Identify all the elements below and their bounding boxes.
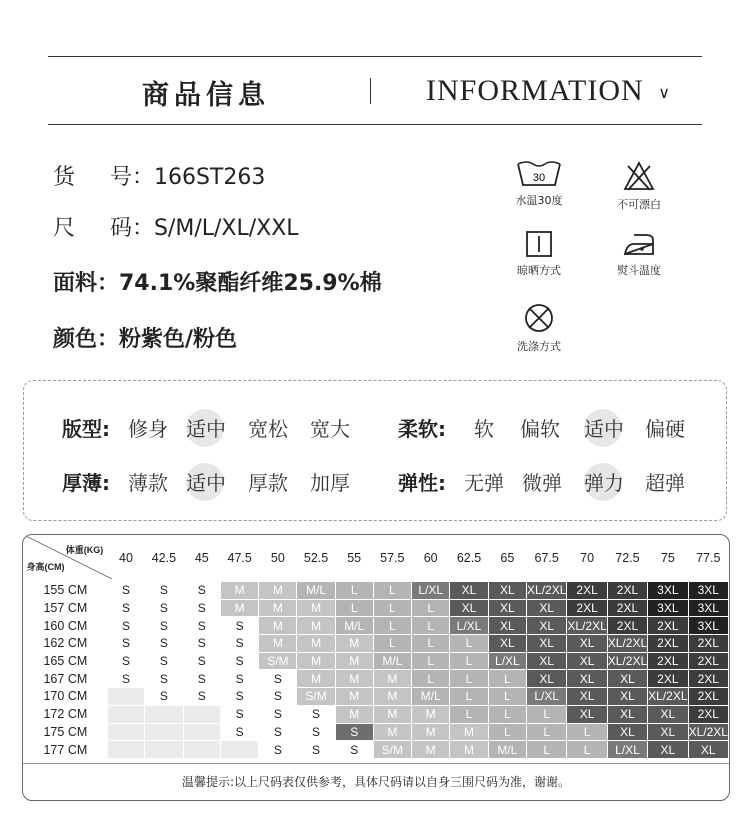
svg-text:30: 30	[532, 172, 546, 184]
size-cell: S	[259, 670, 297, 688]
height-label: 155 CM	[24, 582, 108, 600]
item-number: 货 号：166ST263	[53, 165, 266, 190]
weight-header: 50	[270, 551, 285, 565]
size-cell: S	[220, 670, 258, 688]
size-cell: S	[183, 652, 220, 670]
size-cell: S	[259, 723, 297, 741]
no-dryclean-icon	[523, 302, 555, 334]
size-cell: L	[412, 670, 450, 688]
weight-header: 70	[580, 551, 595, 565]
size-cell: S	[145, 599, 183, 617]
size-cell	[107, 705, 144, 723]
attr-thick-option: 厚款	[248, 471, 288, 495]
size-cell: XL	[567, 635, 607, 653]
care-iron	[608, 230, 670, 278]
corner-height: 身高(CM)	[26, 562, 65, 572]
size-cell: S	[183, 599, 220, 617]
size-cell: S/M	[297, 688, 335, 706]
size-cell: M	[259, 617, 297, 635]
size-cell: 2XL	[688, 705, 728, 723]
size-cell: XL	[527, 635, 567, 653]
size-cell: XL	[488, 582, 526, 600]
size-cell: XL/2XL	[648, 689, 688, 704]
size-cell: S	[107, 670, 144, 688]
size-cell: L	[412, 599, 450, 617]
attr-fit-label: 版型:	[62, 417, 110, 441]
size-cell: L/XL	[450, 617, 488, 635]
size-cell: 2XL	[648, 670, 688, 688]
size-cell: S	[297, 705, 335, 723]
size-cell: M	[297, 652, 335, 670]
size-cell: 2XL	[688, 670, 728, 688]
weight-header: 45	[194, 551, 209, 565]
size-cell: 2XL	[648, 635, 688, 653]
size-cell: L	[373, 635, 411, 653]
size-cell: S	[220, 635, 258, 653]
size-cell: M	[297, 599, 335, 617]
table-row	[24, 705, 729, 723]
size-cell: S	[297, 741, 335, 759]
size-cell: M	[373, 688, 411, 706]
size-cell	[145, 723, 183, 741]
size-cell: S/M	[373, 741, 411, 759]
care-wash-label: 水温30度	[515, 194, 563, 207]
size-cell: M	[259, 582, 297, 600]
table-row	[24, 599, 729, 617]
table-row	[24, 635, 729, 653]
height-label: 172 CM	[24, 705, 108, 723]
care-cleaning-label: 洗涤方式	[517, 340, 561, 353]
weight-header: 57.5	[380, 551, 405, 565]
size-cell: 3XL	[648, 582, 688, 600]
size-cell: M	[335, 688, 373, 706]
size-cell: XL	[607, 705, 647, 723]
size-cell: L	[412, 652, 450, 670]
size-cell: L	[450, 652, 488, 670]
size-cell: M	[335, 670, 373, 688]
size-cell: S	[145, 617, 183, 635]
size-cell: M	[297, 670, 335, 688]
size-cell: M	[297, 617, 335, 635]
size-cell: L	[527, 705, 567, 723]
size-cell: L	[412, 617, 450, 635]
size-cell: 3XL	[688, 599, 728, 617]
size-cell: M	[259, 635, 297, 653]
care-dry	[508, 230, 570, 278]
size-cell: L/XL	[488, 652, 526, 670]
weight-header: 77.5	[696, 551, 721, 565]
height-label: 177 CM	[24, 741, 108, 759]
wash-30-icon	[515, 160, 563, 188]
weight-header: 75	[660, 551, 675, 565]
size-cell: S	[335, 723, 373, 741]
size-cell: XL	[567, 705, 607, 723]
size-cell: M/L	[488, 741, 526, 759]
size-cell: S	[220, 705, 258, 723]
size-cell: L	[450, 688, 488, 706]
size-cell: XL	[527, 652, 567, 670]
size-cell: L	[373, 617, 411, 635]
care-bleach	[608, 160, 670, 212]
size-cell: L	[450, 705, 488, 723]
weight-header: 65	[500, 551, 515, 565]
bottom-rule	[48, 124, 702, 125]
size-cell: XL	[648, 705, 688, 723]
attr-soft-label: 柔软:	[398, 417, 446, 441]
size-cell: L	[335, 599, 373, 617]
size-cell: S	[335, 741, 373, 759]
size-cell: L	[373, 582, 411, 600]
attr-thick-option: 加厚	[310, 471, 350, 495]
title-en	[426, 74, 671, 108]
height-label: 165 CM	[24, 652, 108, 670]
table-row	[24, 582, 729, 600]
size-cell: L	[335, 582, 373, 600]
weight-header: 67.5	[534, 551, 559, 565]
size-cell: M/L	[412, 688, 450, 706]
height-label: 157 CM	[24, 599, 108, 617]
size-cell: S	[183, 688, 220, 706]
size-cell: XL/2XL	[607, 654, 648, 669]
title-cn: 商品信息	[142, 80, 270, 111]
size-cell: M	[412, 705, 450, 723]
size-cell: XL	[607, 723, 647, 741]
size-cell: 2XL	[648, 652, 688, 670]
height-label: 167 CM	[24, 670, 108, 688]
size-cell	[107, 741, 144, 759]
size-cell: S	[259, 705, 297, 723]
weight-header: 40	[119, 551, 133, 565]
size-cell: S	[107, 582, 144, 600]
size-cell: S	[145, 688, 183, 706]
size-cell: M/L	[297, 582, 335, 600]
size-cell: 2XL	[607, 617, 647, 635]
dry-icon	[525, 230, 553, 258]
color: 颜色：粉紫色/粉色	[53, 327, 238, 352]
attr-thick-option: 适中	[186, 467, 226, 496]
size-cell: XL	[488, 635, 526, 653]
size-cell: 2XL	[567, 582, 607, 600]
size-chart	[22, 534, 730, 801]
size-cell: XL/2XL	[567, 618, 607, 633]
size-cell: M	[450, 741, 488, 759]
size-cell: M	[335, 652, 373, 670]
attr-fit-option: 修身	[128, 417, 168, 441]
size-note: 温馨提示:以上尺码表仅供参考，具体尺码请以自身三围尺码为准，谢谢。	[23, 763, 729, 800]
size-cell: M	[373, 723, 411, 741]
size-cell: 2XL	[688, 652, 728, 670]
size-cell: S	[183, 617, 220, 635]
size-cell: XL	[488, 599, 526, 617]
attr-soft-option: 偏软	[520, 417, 560, 441]
corner-cell	[24, 535, 108, 582]
size-cell: 2XL	[688, 688, 728, 706]
size-cell: S	[145, 582, 183, 600]
size-cell: 3XL	[688, 582, 728, 600]
attr-elastic-label: 弹性:	[398, 471, 446, 495]
size-cell: XL/2XL	[688, 724, 728, 739]
weight-header: 42.5	[151, 551, 177, 565]
size-cell: M	[373, 705, 411, 723]
size-cell: XL	[648, 723, 688, 741]
attr-soft-option: 偏硬	[645, 417, 685, 441]
size-cell: XL	[450, 599, 488, 617]
size-cell: L	[567, 723, 607, 741]
size-cell: S	[183, 635, 220, 653]
size-cell: S	[107, 652, 144, 670]
title-en-text: INFORMATION	[426, 74, 644, 107]
size-cell: L/XL	[527, 688, 567, 706]
size-cell: L	[488, 723, 526, 741]
care-dry-label: 晾晒方式	[517, 264, 561, 277]
size-cell: L	[450, 635, 488, 653]
weight-header: 47.5	[227, 551, 252, 565]
chevron-down-icon[interactable]: ∨	[658, 85, 671, 103]
size-cell: M	[335, 705, 373, 723]
size-table	[23, 535, 729, 759]
size-cell: XL	[567, 670, 607, 688]
size-cell: XL	[527, 599, 567, 617]
weight-header: 62.5	[456, 551, 482, 565]
weight-header: 60	[423, 551, 438, 565]
size-cell: S	[183, 670, 220, 688]
size-cell: XL	[450, 582, 488, 600]
size-cell: L/XL	[607, 741, 647, 759]
size-cell: XL	[567, 652, 607, 670]
height-label: 162 CM	[24, 635, 108, 653]
size-cell: 2XL	[567, 599, 607, 617]
size-cell: XL	[488, 617, 526, 635]
size-cell: S	[297, 723, 335, 741]
size-cell	[145, 705, 183, 723]
size-cell: S	[145, 652, 183, 670]
size-cell: S/M	[259, 652, 297, 670]
size-cell: L	[450, 670, 488, 688]
size-cell: 3XL	[648, 599, 688, 617]
table-row	[24, 741, 729, 759]
height-label: 170 CM	[24, 688, 108, 706]
iron-icon	[622, 230, 656, 258]
size-cell: 2XL	[607, 599, 647, 617]
weight-header: 52.5	[303, 551, 329, 565]
size-cell: S	[107, 635, 144, 653]
size-cell: S	[220, 723, 258, 741]
size-cell: S	[220, 617, 258, 635]
height-label: 175 CM	[24, 723, 108, 741]
weight-header: 55	[347, 551, 362, 565]
size-cell: M	[259, 599, 297, 617]
size-cell: 2XL	[688, 635, 728, 653]
size-cell: XL	[688, 741, 728, 759]
size-cell	[183, 705, 220, 723]
care-cleaning	[508, 302, 570, 354]
height-label: 160 CM	[24, 617, 108, 635]
size-cell: XL/2XL	[607, 636, 648, 651]
size-cell: L/XL	[412, 582, 450, 600]
table-row	[24, 688, 729, 706]
size-cell: M/L	[335, 617, 373, 635]
attr-elastic-option: 超弹	[645, 471, 685, 495]
size-cell: L	[373, 599, 411, 617]
corner-weight: 体重(KG)	[65, 545, 104, 555]
size-cell: L	[488, 688, 526, 706]
size-cell: S	[259, 741, 297, 759]
table-row	[24, 652, 729, 670]
size-cell: M	[297, 635, 335, 653]
size-cell: XL	[607, 670, 647, 688]
size-cell: M	[450, 723, 488, 741]
size-cell: S	[220, 652, 258, 670]
attr-thick-option: 薄款	[128, 471, 168, 495]
size-cell: 2XL	[648, 617, 688, 635]
size-cell: S	[220, 688, 258, 706]
size-cell: 2XL	[607, 582, 647, 600]
size-cell: S	[183, 582, 220, 600]
attr-soft-option: 软	[474, 417, 494, 441]
size-cell: XL	[567, 688, 607, 706]
size-cell: M/L	[373, 652, 411, 670]
care-wash	[508, 160, 570, 208]
size-cell: S	[259, 688, 297, 706]
size-cell	[183, 723, 220, 741]
size-cell	[107, 688, 144, 706]
size-cell: L	[527, 723, 567, 741]
table-row	[24, 723, 729, 741]
size-cell	[183, 741, 220, 759]
weight-header: 72.5	[615, 551, 640, 565]
care-iron-label: 熨斗温度	[617, 264, 661, 277]
size-cell: L	[527, 741, 567, 759]
attr-elastic-option: 弹力	[584, 467, 624, 496]
size-cell: S	[145, 670, 183, 688]
size-cell	[145, 741, 183, 759]
care-bleach-label: 不可漂白	[617, 198, 661, 211]
size-cell: M	[220, 582, 258, 600]
attr-soft-option: 适中	[584, 413, 624, 442]
size-range: 尺 码：S/M/L/XL/XXL	[53, 216, 299, 241]
size-cell: 3XL	[688, 617, 728, 635]
attr-fit-option: 宽松	[248, 417, 288, 441]
size-cell: L	[412, 635, 450, 653]
size-cell: XL	[527, 617, 567, 635]
attr-thick-label: 厚薄:	[62, 471, 110, 495]
size-cell: L	[567, 741, 607, 759]
size-cell: S	[107, 617, 144, 635]
size-cell: M	[373, 670, 411, 688]
size-cell: XL	[607, 688, 647, 706]
size-cell: L	[488, 705, 526, 723]
size-cell: M	[412, 741, 450, 759]
size-cell: XL	[527, 670, 567, 688]
attr-fit-option: 宽大	[310, 417, 350, 441]
top-rule	[48, 56, 702, 57]
title-separator	[370, 78, 371, 104]
size-cell: XL/2XL	[527, 583, 567, 598]
attr-elastic-option: 无弹	[464, 471, 504, 495]
no-bleach-icon	[622, 160, 656, 192]
size-cell: S	[107, 599, 144, 617]
attr-elastic-option: 微弹	[522, 471, 562, 495]
size-cell	[107, 723, 144, 741]
size-cell: M	[335, 635, 373, 653]
fabric: 面料：74.1%聚酯纤维25.9%棉	[53, 271, 382, 296]
table-row	[24, 670, 729, 688]
size-cell: XL	[648, 741, 688, 759]
size-cell: M	[412, 723, 450, 741]
size-cell: S	[145, 635, 183, 653]
size-cell	[220, 741, 258, 759]
attributes-box	[23, 380, 727, 521]
size-cell: L	[488, 670, 526, 688]
size-cell: M	[220, 599, 258, 617]
attr-fit-option: 适中	[186, 413, 226, 442]
table-row	[24, 617, 729, 635]
